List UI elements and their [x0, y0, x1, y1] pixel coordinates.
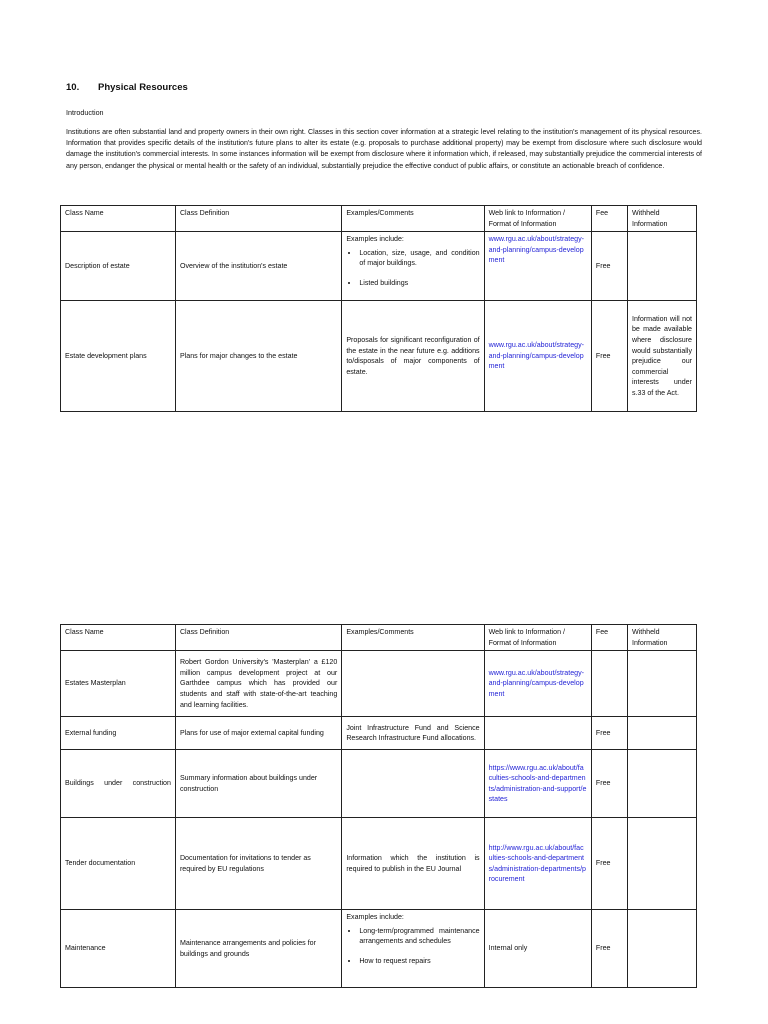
web-link-cell — [484, 301, 591, 412]
withheld-cell — [627, 750, 696, 818]
list-item: • Location, size, usage, and condition of major buildings. — [359, 248, 479, 269]
table-row — [61, 651, 697, 717]
header-web-link: Web link to Information / Format of Information — [484, 625, 591, 651]
class-definition-cell: Plans for use of major external capital funding — [175, 717, 341, 750]
header-class-name: Class Name — [61, 625, 176, 651]
class-name-cell: Buildings under construction — [61, 750, 176, 818]
intro-title: Introduction — [66, 108, 104, 117]
table-row — [61, 301, 697, 412]
resources-table-1 — [60, 205, 697, 412]
withheld-cell — [627, 910, 696, 988]
examples-cell — [342, 651, 484, 717]
table-row — [61, 910, 697, 988]
header-fee: Fee — [591, 625, 627, 651]
web-link-cell — [484, 232, 591, 301]
header-class-name: Class Name — [61, 206, 176, 232]
section-title: Physical Resources — [98, 82, 188, 93]
web-link-cell — [484, 717, 591, 750]
class-definition-cell: Plans for major changes to the estate — [175, 301, 341, 412]
table-row — [61, 717, 697, 750]
fee-cell: Free — [591, 910, 627, 988]
withheld-cell — [627, 232, 696, 301]
section-heading — [66, 82, 188, 93]
withheld-cell — [627, 818, 696, 910]
examples-cell: Information which the institution is required to publish in the EU Journal — [342, 818, 484, 910]
examples-cell — [342, 910, 484, 988]
campus-development-link[interactable]: www.rgu.ac.uk/about/strategy-and-planning/campus-development — [488, 668, 585, 698]
web-link-cell — [484, 750, 591, 818]
examples-intro: Examples include: — [346, 235, 404, 244]
class-name-cell: Tender documentation — [61, 818, 176, 910]
estates-link[interactable]: https://www.rgu.ac.uk/about/faculties-schools-and-departments/administration-and-support/estates — [488, 763, 587, 804]
campus-development-link[interactable]: www.rgu.ac.uk/about/strategy-and-planning/campus-development — [488, 341, 585, 371]
class-definition-cell: Summary information about buildings under construction — [175, 750, 341, 818]
header-withheld: Withheld Information — [627, 625, 696, 651]
class-definition-cell: Robert Gordon University's 'Masterplan' a £120 million campus development project at our Garthdee campus which has provided our students and staff with state-of-the-art teaching and learning facilities. — [175, 651, 341, 717]
web-link-cell — [484, 651, 591, 717]
examples-list — [346, 248, 479, 289]
fee-cell: Free — [591, 750, 627, 818]
examples-intro: Examples include: — [346, 913, 404, 922]
examples-list — [346, 926, 479, 967]
class-name-cell: Description of estate — [61, 232, 176, 301]
fee-cell: Free — [591, 818, 627, 910]
table-header-row — [61, 206, 697, 232]
list-item: • Listed buildings — [359, 278, 479, 289]
examples-cell — [342, 232, 484, 301]
fee-cell: Free — [591, 301, 627, 412]
section-number: 10. — [66, 82, 80, 93]
table-row — [61, 818, 697, 910]
table-row — [61, 750, 697, 818]
fee-cell: Free — [591, 717, 627, 750]
withheld-cell — [627, 717, 696, 750]
class-name-cell: Estates Masterplan — [61, 651, 176, 717]
procurement-link[interactable]: http://www.rgu.ac.uk/about/faculties-schools-and-departments/administration-departments/procurement — [488, 843, 586, 884]
header-examples: Examples/Comments — [342, 206, 484, 232]
web-link-cell: Internal only — [484, 910, 591, 988]
class-definition-cell: Documentation for invitations to tender as required by EU regulations — [175, 818, 341, 910]
list-item: • Long-term/programmed maintenance arrangements and schedules — [359, 926, 479, 947]
examples-cell: Joint Infrastructure Fund and Science Research Infrastructure Fund allocations. — [342, 717, 484, 750]
header-fee: Fee — [591, 206, 627, 232]
class-definition-cell: Maintenance arrangements and policies for buildings and grounds — [175, 910, 341, 988]
web-link-cell — [484, 818, 591, 910]
fee-cell — [591, 651, 627, 717]
header-class-definition: Class Definition — [175, 625, 341, 651]
class-name-cell: External funding — [61, 717, 176, 750]
fee-cell: Free — [591, 232, 627, 301]
withheld-cell — [627, 651, 696, 717]
table-row — [61, 232, 697, 301]
resources-table-2 — [60, 624, 697, 988]
class-definition-cell: Overview of the institution's estate — [175, 232, 341, 301]
table-header-row — [61, 625, 697, 651]
list-item: • How to request repairs — [359, 956, 479, 967]
header-examples: Examples/Comments — [342, 625, 484, 651]
campus-development-link[interactable]: www.rgu.ac.uk/about/strategy-and-planning/campus-development — [488, 235, 585, 265]
class-name-cell: Maintenance — [61, 910, 176, 988]
examples-cell: Proposals for significant reconfiguration of the estate in the near future e.g. additions to/disposals of major components of estate. — [342, 301, 484, 412]
header-web-link: Web link to Information / Format of Information — [484, 206, 591, 232]
class-name-cell: Estate development plans — [61, 301, 176, 412]
examples-cell — [342, 750, 484, 818]
header-class-definition: Class Definition — [175, 206, 341, 232]
withheld-cell: Information will not be made available where disclosure would substantially prejudice our commercial interests under s.33 of the Act. — [627, 301, 696, 412]
header-withheld: Withheld Information — [627, 206, 696, 232]
intro-body: Institutions are often substantial land and property owners in their own right. Classes in this section cover information at a strategic level relating to the institution's management of its physical resources. Information that provides specific details of the institution's future plans to alter its estate (e.g. proposals to purchase additional property) may be exempt from disclosure where such disclosure would damage the institution's commercial interests. In some instances information will be exempt from disclosure where it information which, if released, may substantially prejudice the commercial interests of any person, endanger the physical or mental health or the safety of an individual, substantially prejudice the effective conduct of public affairs, or constitute an actionable breach of confidence. — [66, 128, 702, 170]
